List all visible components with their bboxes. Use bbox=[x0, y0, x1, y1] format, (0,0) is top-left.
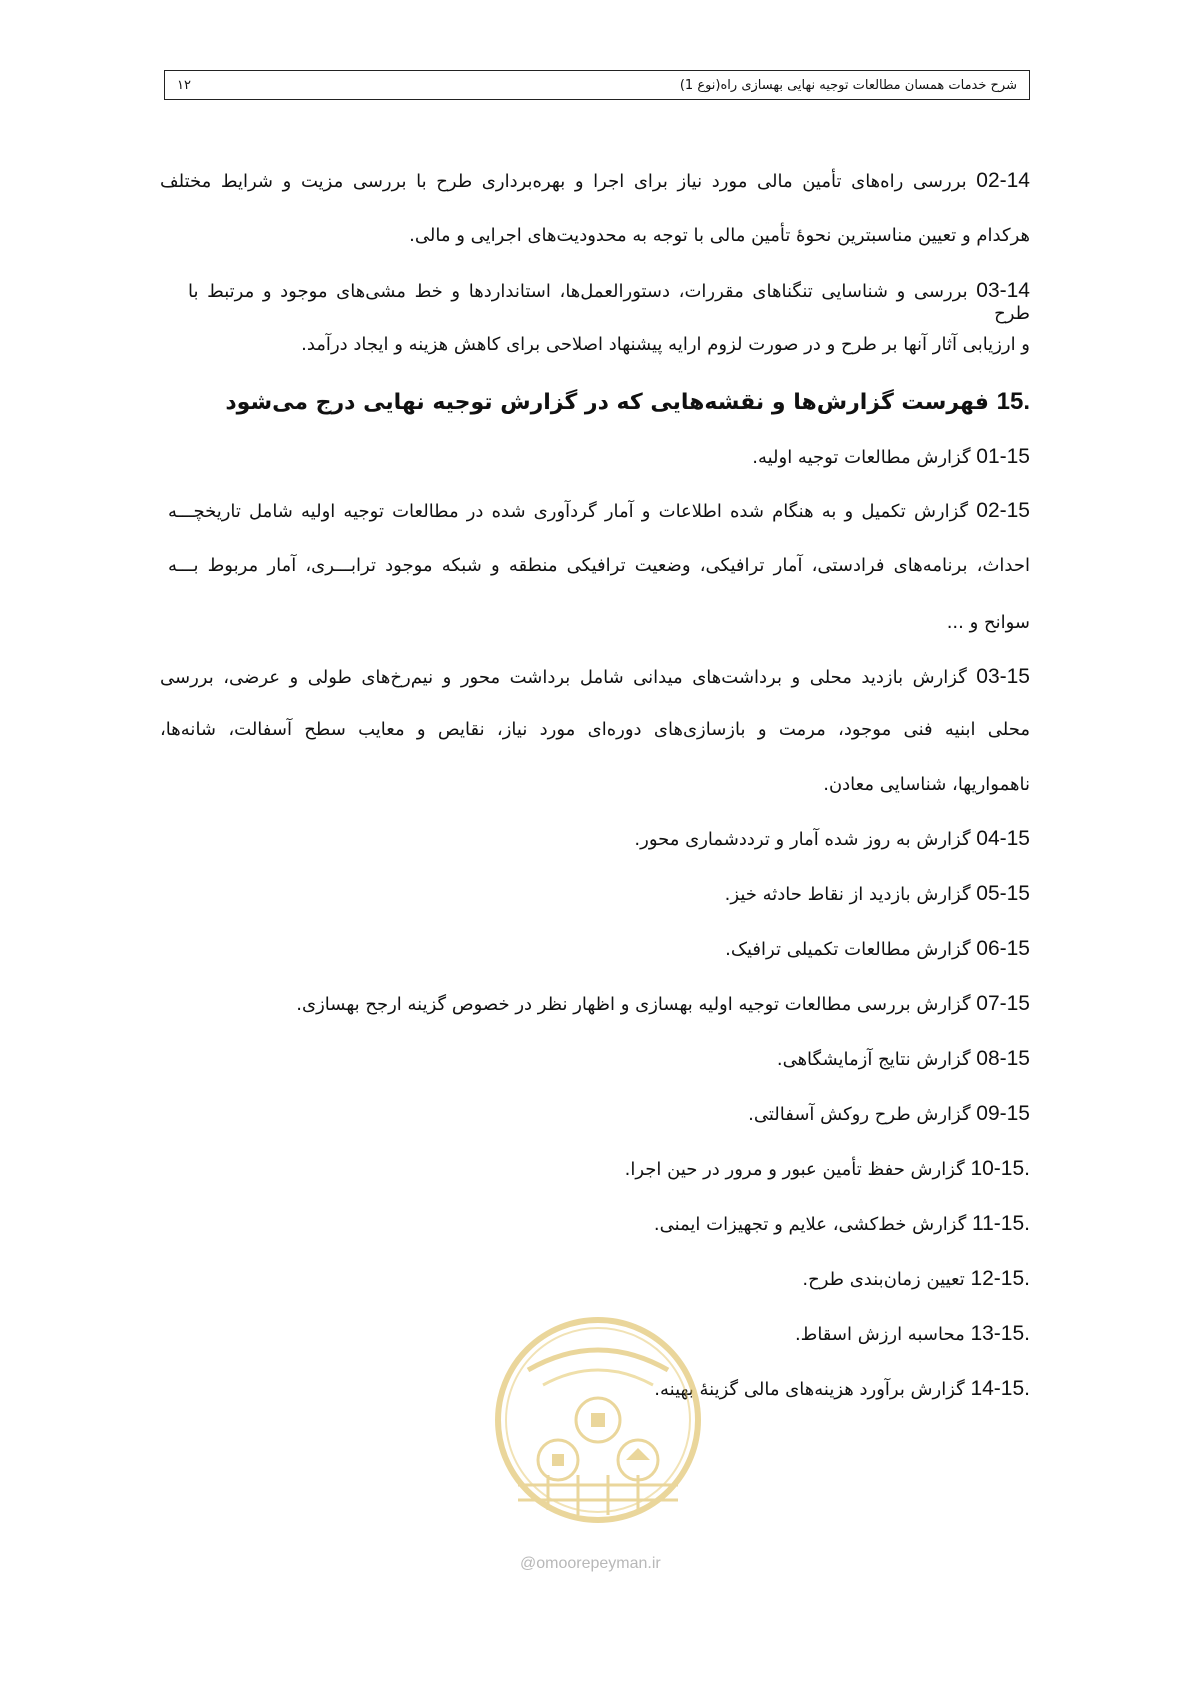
item-text: گزارش طرح روکش آسفالتی. bbox=[748, 1104, 971, 1125]
item-text: گزارش به روز شده آمار و ترددشماری محور. bbox=[634, 829, 971, 850]
list-item bbox=[725, 881, 1030, 906]
section-heading bbox=[225, 388, 1030, 417]
item-number: 07-15 bbox=[976, 992, 1030, 1015]
item-text: محاسبه ارزش اسقاط. bbox=[794, 1324, 965, 1345]
list-item bbox=[748, 1101, 1030, 1126]
item-number: 13-15. bbox=[970, 1322, 1030, 1345]
list-item bbox=[725, 936, 1030, 961]
item-number: 04-15 bbox=[976, 827, 1030, 850]
paragraph-line bbox=[160, 168, 1030, 193]
paragraph-text: بررسی و شناسایی تنگناهای مقررات، دستورالعمل‌ها، استانداردها و خط مشی‌های موجود و مرتبط با طرح bbox=[188, 281, 1030, 325]
list-item bbox=[654, 1376, 1030, 1401]
paragraph-text: و ارزیابی آثار آنها بر طرح و در صورت لزوم ارایه پیشنهاد اصلاحی برای کاهش هزینه و ایجاد درآمد. bbox=[301, 334, 1030, 355]
item-text: سوانح و ... bbox=[946, 612, 1030, 633]
paragraph-text: هرکدام و تعیین مناسبترین نحوهٔ تأمین مالی با توجه به محدودیت‌های اجرایی و مالی. bbox=[409, 225, 1030, 246]
list-item-line bbox=[823, 774, 1030, 796]
list-item bbox=[296, 991, 1030, 1016]
list-item bbox=[752, 444, 1030, 469]
item-text: گزارش بررسی مطالعات توجیه اولیه بهسازی و اظهار نظر در خصوص گزینه ارجح بهسازی. bbox=[296, 994, 971, 1015]
item-text: گزارش مطالعات تکمیلی ترافیک. bbox=[725, 939, 971, 960]
item-number: 11-15. bbox=[972, 1212, 1030, 1235]
item-number: 01-15 bbox=[976, 445, 1030, 468]
list-item-line bbox=[947, 612, 1030, 634]
item-text: محلی ابنیه فنی موجود، مرمت و بازسازی‌های دوره‌ای مورد نیاز، نقایص و معایب سطح آسفالت، شانه‌ها، bbox=[160, 719, 1030, 740]
item-text: گزارش خط‌کشی، علایم و تجهیزات ایمنی. bbox=[653, 1214, 967, 1235]
item-text: گزارش برآورد هزینه‌های مالی گزینهٔ بهینه. bbox=[654, 1379, 965, 1400]
paragraph-line bbox=[188, 278, 1030, 325]
item-number: 08-15 bbox=[976, 1047, 1030, 1070]
list-item-line bbox=[160, 719, 1030, 741]
item-number: 09-15 bbox=[976, 1102, 1030, 1125]
item-number: 06-15 bbox=[976, 937, 1030, 960]
item-text: گزارش نتایج آزمایشگاهی. bbox=[776, 1049, 971, 1070]
item-number: 10-15. bbox=[970, 1157, 1030, 1180]
list-item bbox=[654, 1211, 1030, 1236]
watermark-logo bbox=[488, 1310, 708, 1530]
item-text: احداث، برنامه‌های فرادستی، آمار ترافیکی، وضعیت ترافیکی منطقه و شبکه موجود ترابـــری، آمار مربوط بـــه bbox=[168, 555, 1030, 576]
watermark-url: @omoorepeyman.ir bbox=[520, 1555, 661, 1572]
item-number: 02-15 bbox=[976, 499, 1030, 522]
list-item bbox=[634, 826, 1030, 851]
item-text: گزارش بازدید محلی و برداشت‌های میدانی شامل برداشت محور و نیم‌رخ‌های طولی و عرضی، بررسی bbox=[160, 667, 967, 688]
paragraph-line bbox=[301, 334, 1030, 356]
paragraph-text: بررسی راه‌های تأمین مالی مورد نیاز برای اجرا و بهره‌برداری طرح با بررسی مزیت و شرایط مختلف bbox=[160, 171, 967, 192]
section-number: 15. bbox=[996, 388, 1030, 415]
page-number: ۱۲ bbox=[177, 77, 191, 93]
item-text: گزارش حفظ تأمین عبور و مرور در حین اجرا. bbox=[624, 1159, 965, 1180]
list-item bbox=[777, 1046, 1030, 1071]
list-item bbox=[625, 1156, 1030, 1181]
item-number: 12-15. bbox=[970, 1267, 1030, 1290]
item-number: 03-14 bbox=[976, 279, 1030, 302]
item-text: ناهمواریها، شناسایی معادن. bbox=[823, 774, 1030, 795]
header-title: شرح خدمات همسان مطالعات توجیه نهایی بهسازی راه(نوع 1) bbox=[679, 77, 1017, 93]
item-text: گزارش مطالعات توجیه اولیه. bbox=[752, 447, 971, 468]
list-item bbox=[802, 1266, 1030, 1291]
page-header bbox=[164, 70, 1030, 100]
item-text: تعیین زمان‌بندی طرح. bbox=[802, 1269, 965, 1290]
item-text: گزارش تکمیل و به هنگام شده اطلاعات و آمار گردآوری شده در مطالعات توجیه اولیه شامل تاریخچـــه bbox=[168, 501, 969, 522]
list-item bbox=[168, 498, 1030, 523]
item-text: گزارش بازدید از نقاط حادثه خیز. bbox=[724, 884, 971, 905]
list-item-line bbox=[168, 555, 1030, 577]
paragraph-line bbox=[409, 225, 1030, 247]
item-number: 05-15 bbox=[976, 882, 1030, 905]
item-number: 14-15. bbox=[970, 1377, 1030, 1400]
item-number: 02-14 bbox=[976, 169, 1030, 192]
list-item bbox=[795, 1321, 1030, 1346]
list-item bbox=[160, 664, 1030, 689]
item-number: 03-15 bbox=[976, 665, 1030, 688]
section-title: فهرست گزارش‌ها و نقشه‌هایی که در گزارش توجیه نهایی درج می‌شود bbox=[225, 390, 989, 415]
